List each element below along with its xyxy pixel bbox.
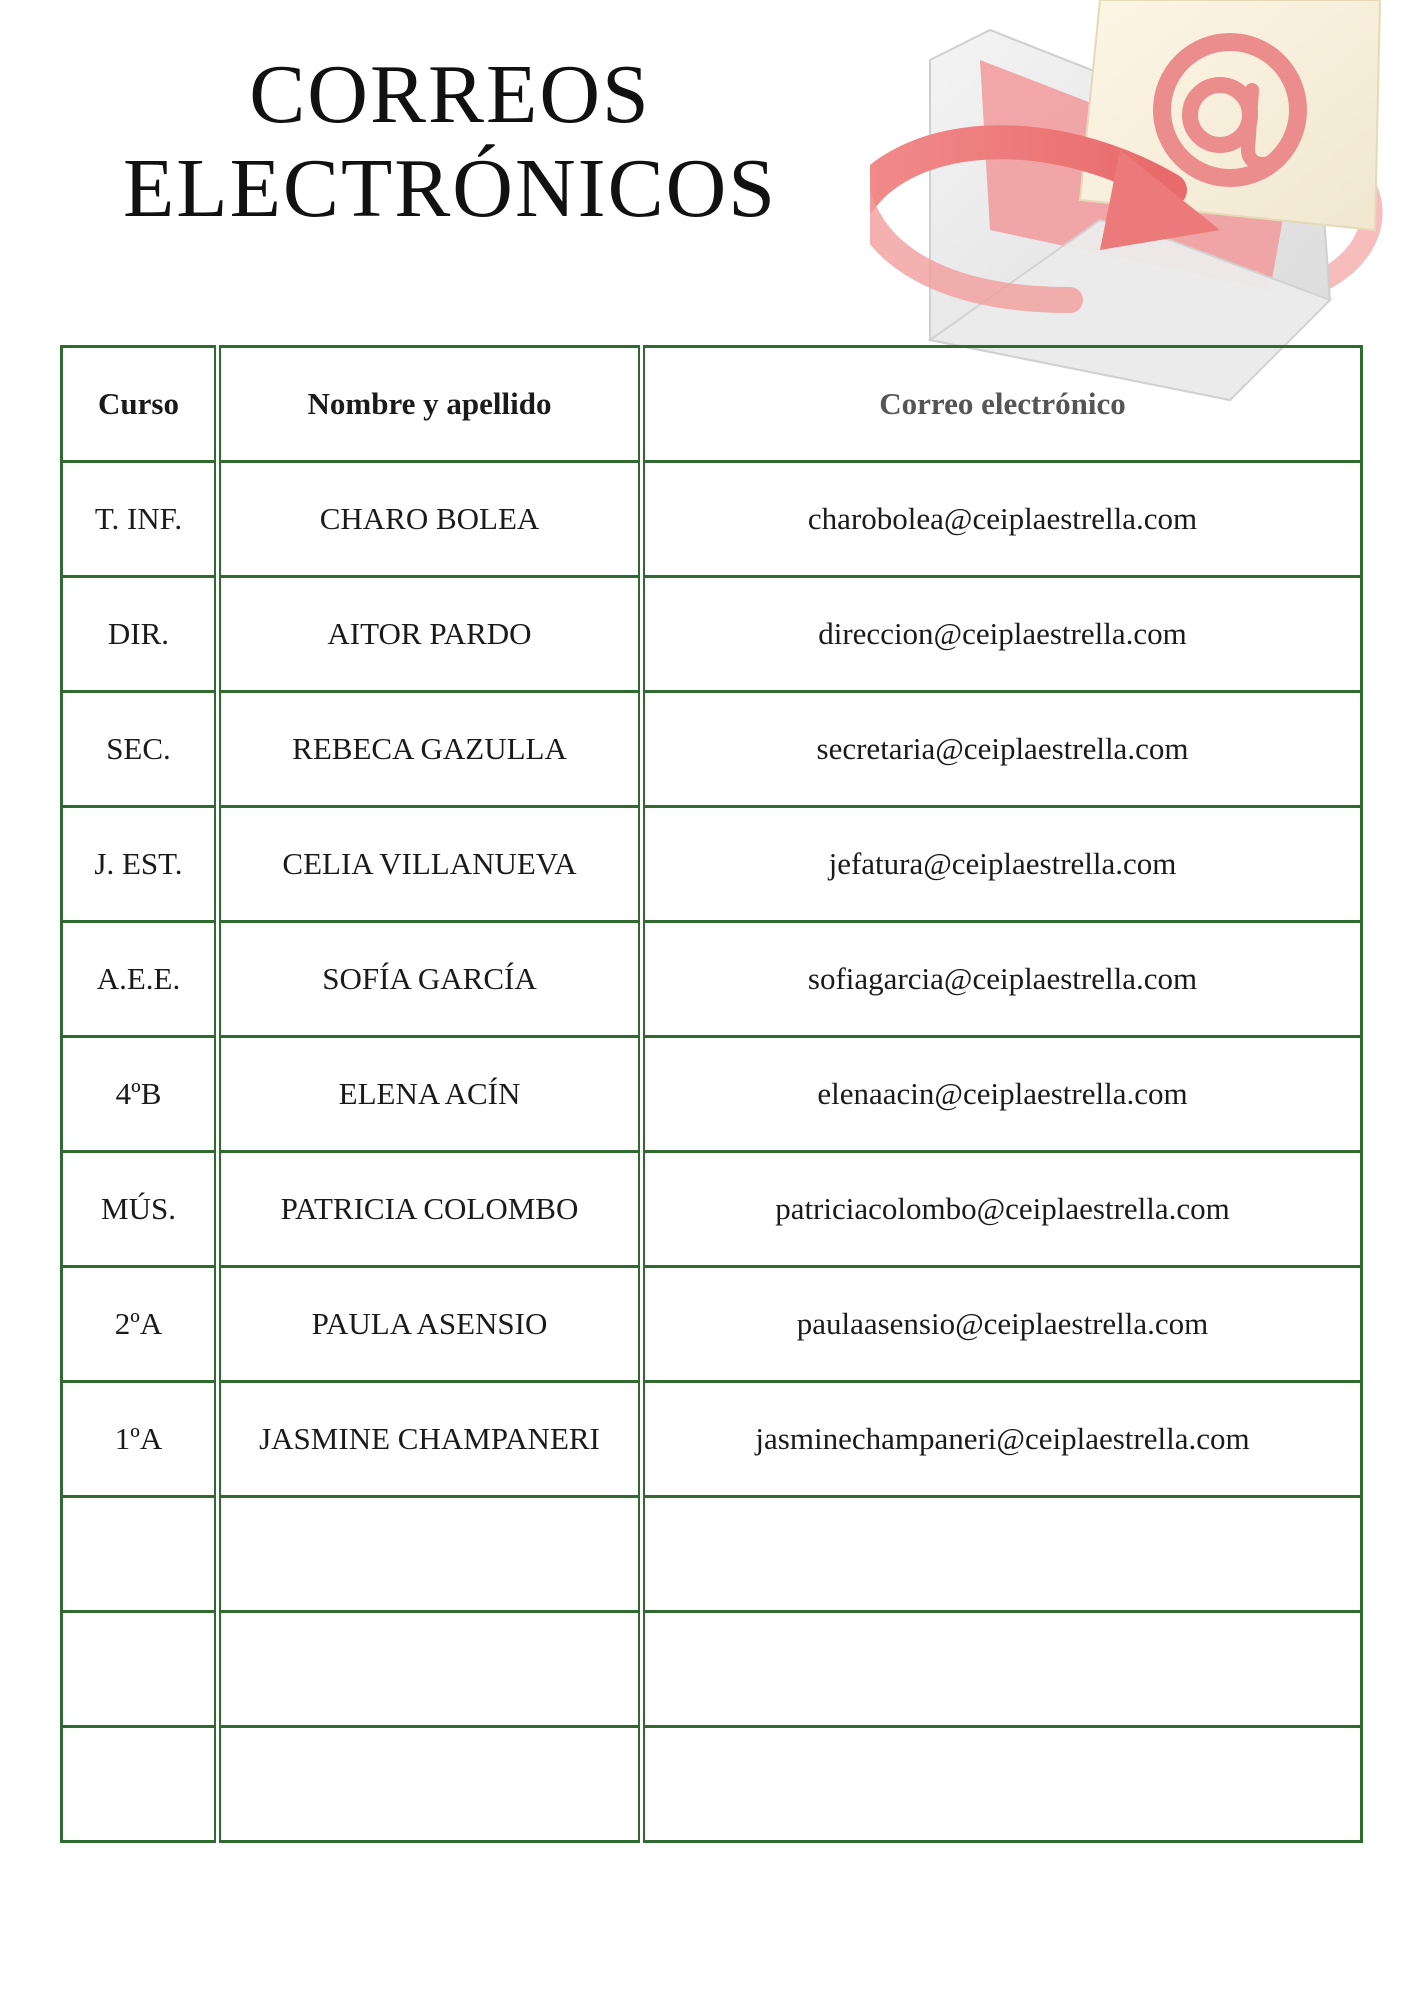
table-row	[62, 462, 1362, 577]
cell-curso: 4ºB	[62, 1037, 218, 1152]
cell-nombre: REBECA GAZULLA	[218, 692, 642, 807]
cell-nombre	[218, 1497, 642, 1612]
cell-nombre: PAULA ASENSIO	[218, 1267, 642, 1382]
header-curso: Curso	[62, 347, 218, 462]
cell-nombre: AITOR PARDO	[218, 577, 642, 692]
cell-curso	[62, 1727, 218, 1842]
cell-correo	[642, 1612, 1362, 1727]
page-title-line-1: CORREOS	[249, 48, 651, 141]
table-row	[62, 1152, 1362, 1267]
cell-curso: DIR.	[62, 577, 218, 692]
cell-curso: MÚS.	[62, 1152, 218, 1267]
table-row	[62, 577, 1362, 692]
cell-correo: elenaacin@ceiplaestrella.com	[642, 1037, 1362, 1152]
page-title-line-2: ELECTRÓNICOS	[123, 142, 777, 235]
table-row-empty	[62, 1727, 1362, 1842]
cell-curso: 2ºA	[62, 1267, 218, 1382]
table-row-empty	[62, 1612, 1362, 1727]
cell-curso: 1ºA	[62, 1382, 218, 1497]
cell-curso: J. EST.	[62, 807, 218, 922]
cell-correo	[642, 1497, 1362, 1612]
cell-nombre: CHARO BOLEA	[218, 462, 642, 577]
header-correo: Correo electrónico	[642, 347, 1362, 462]
cell-nombre: SOFÍA GARCÍA	[218, 922, 642, 1037]
cell-nombre	[218, 1612, 642, 1727]
table-header-row	[62, 347, 1362, 462]
cell-curso: SEC.	[62, 692, 218, 807]
cell-correo	[642, 1727, 1362, 1842]
cell-correo: charobolea@ceiplaestrella.com	[642, 462, 1362, 577]
cell-correo: direccion@ceiplaestrella.com	[642, 577, 1362, 692]
header-nombre: Nombre y apellido	[218, 347, 642, 462]
cell-correo: paulaasensio@ceiplaestrella.com	[642, 1267, 1362, 1382]
table-row	[62, 807, 1362, 922]
table-row	[62, 922, 1362, 1037]
cell-correo: secretaria@ceiplaestrella.com	[642, 692, 1362, 807]
table-row	[62, 1037, 1362, 1152]
cell-correo: jasminechampaneri@ceiplaestrella.com	[642, 1382, 1362, 1497]
cell-curso: A.E.E.	[62, 922, 218, 1037]
cell-correo: sofiagarcia@ceiplaestrella.com	[642, 922, 1362, 1037]
cell-nombre: JASMINE CHAMPANERI	[218, 1382, 642, 1497]
page-title	[100, 48, 800, 236]
table-row	[62, 1382, 1362, 1497]
email-table	[60, 345, 1363, 1843]
cell-curso: T. INF.	[62, 462, 218, 577]
cell-curso	[62, 1497, 218, 1612]
cell-curso	[62, 1612, 218, 1727]
cell-nombre: ELENA ACÍN	[218, 1037, 642, 1152]
cell-correo: patriciacolombo@ceiplaestrella.com	[642, 1152, 1362, 1267]
cell-nombre	[218, 1727, 642, 1842]
cell-nombre: CELIA VILLANUEVA	[218, 807, 642, 922]
cell-nombre: PATRICIA COLOMBO	[218, 1152, 642, 1267]
table-row	[62, 692, 1362, 807]
table-row-empty	[62, 1497, 1362, 1612]
cell-correo: jefatura@ceiplaestrella.com	[642, 807, 1362, 922]
table-row	[62, 1267, 1362, 1382]
